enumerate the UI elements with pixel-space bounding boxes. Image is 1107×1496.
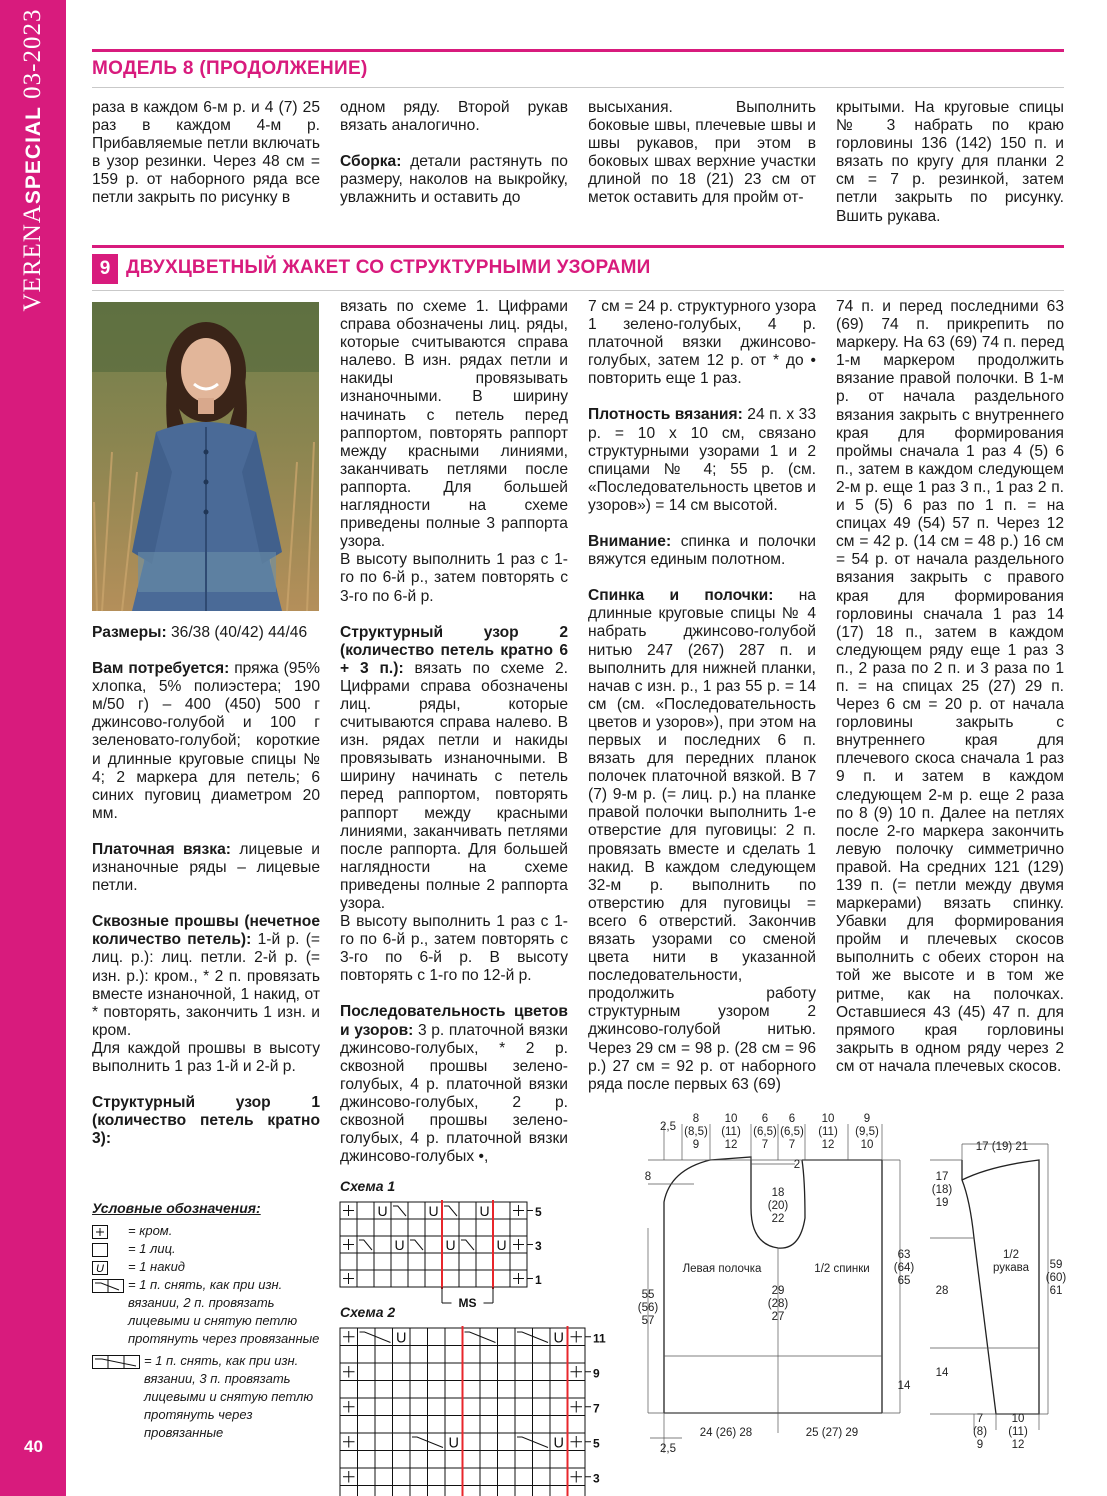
sleeve-cap-b: (18)	[931, 1184, 953, 1196]
pattern-1-height-text: В высоту выполнить 1 раз с 1-го по 6-й р., затем повторять с 3-го по 6-й р.	[340, 551, 568, 605]
back-fronts-text: на длинные круговые спицы № 4 набрать джинсово-голубой нитью 247 (267) 287 п. и выполнить для нижней планки, начав с изн. р., 1 раз 55 р. = 14 см (см. «Последовательность цветов и узоров»), при этом на первых и последних 6 п. вязать для передних планок полочек платочной вязкой. В 7 (7) 9-м р. (= лиц. р.) на планке правой полочки выполнить 1-е отверстие для пуговицы: 2 п. провязать вместе и сделать 1 накид. В каждом следующем 32-м р. выполнить по отверстию для пуговицы = всего 6 отверстий. Закончив вязать узорами со сменой цвета нити в указанной последовательности, продолжить работу структурным узором 2 джинсово-голубой нитью. Через 29 см = 98 р. (28 см = 96 р.) 27 см = 92 р. от наборного ряда после первых 63 (69)	[588, 587, 816, 1093]
schema-1-chart	[338, 1200, 570, 1310]
row-number: 7	[593, 1401, 600, 1416]
pattern-1-text: вязать по схеме 1. Цифрами справа обозначены лиц. ряды, которые считываются справа налево. В изн. рядах петли и накиды провязывать изнаночными. В ширину начинать с петель перед раппортом, повторять раппорт между красными линиями, заканчивать петлями после раппорта. Для большей наглядности на схеме приведены полные 3 раппорта узора.	[340, 298, 568, 551]
row-number: 5	[593, 1436, 600, 1451]
yarn-over-icon: U	[553, 1435, 564, 1452]
section-heading-model-9: ДВУХЦВЕТНЫЙ ЖАКЕТ СО СТРУКТУРНЫМИ УЗОРАМИ	[126, 257, 651, 278]
yarn-over-icon	[92, 1261, 108, 1275]
neck-depth-a: 18	[771, 1187, 785, 1199]
section1-col3	[588, 99, 816, 208]
garter-stitch-text: лицевые и изнаночные ряды – лицевые петли.	[92, 840, 320, 895]
section-heading-model-8: МОДЕЛЬ 8 (ПРОДОЛЖЕНИЕ)	[92, 58, 368, 79]
sleeve-name-b: рукава	[992, 1262, 1030, 1274]
label-9-5: (9,5)	[855, 1126, 879, 1138]
brand-special: SPECIAL	[22, 106, 45, 205]
label-10c: 10	[860, 1139, 874, 1151]
yarn-over-icon: U	[377, 1203, 388, 1219]
legend-text-edge: = кром.	[128, 1223, 173, 1238]
section2-col2	[340, 298, 568, 1166]
label-8: 8	[692, 1113, 700, 1125]
cuff-width-a: 10	[1011, 1413, 1025, 1425]
label-7b: 7	[788, 1139, 796, 1151]
label-12b: 12	[821, 1139, 835, 1151]
back-fronts-label: Спинка и полочки:	[588, 587, 774, 605]
legend	[92, 1200, 322, 1442]
section1-col1-text: раза в каждом 6-м р. и 4 (7) 25 раз в каждом 4-м р. Прибавляемые петли включать в узор резинки. Через 48 см = 159 р. от наборного ряда все петли закрыть по рисунку в	[92, 99, 320, 207]
cuff-left-c: 9	[976, 1439, 984, 1451]
sleeve-name-a: 1/2	[1003, 1249, 1019, 1261]
brand-main: VERENA	[19, 204, 46, 312]
label-7a: 7	[761, 1139, 769, 1151]
row-number: 1	[535, 1273, 542, 1287]
section1-col4	[836, 99, 1064, 226]
issue-number: 03-2023	[19, 8, 46, 99]
right-height-a: 63	[897, 1249, 911, 1261]
eyelet-row-text-2: Для каждой прошвы в высоту выполнить 1 раз 1-й и 2-й р.	[92, 1039, 320, 1075]
gauge-label: Плотность вязания:	[588, 406, 743, 424]
label-6-5a: (6,5)	[753, 1126, 777, 1138]
yarn-over-icon: U	[553, 1330, 564, 1347]
cuff-left-a: 7	[976, 1413, 984, 1425]
label-10b: 10	[821, 1113, 835, 1125]
materials-text: пряжа (95% хлопка, 5% полиэстера; 190 м/50 г) – 400 (450) 500 г джинсово-голубой и 100 г зеленовато-голубой; короткие и длинные круговые спицы № 4; 2 маркера для петель; 6 синих пуговиц диаметром 20 мм.	[92, 660, 320, 822]
section1-col1	[92, 99, 320, 208]
sleeve-len-a: 59	[1049, 1259, 1063, 1271]
armhole-b: (28)	[767, 1298, 789, 1310]
texture-pattern-2-text: вязать по схеме 2. Цифрами справа обозначены лиц. ряды, которые считываются справа налево. В изн. рядах петли и накиды провязывать изнаночными. В ширину начинать с петель перед раппортом, повторять раппорт между красными линиями, заканчивать петлями после раппорта. Для большей наглядности на схеме приведены полные 2 раппорта узора.	[340, 659, 568, 912]
edge-stitch-icon	[92, 1225, 108, 1239]
model-photo-image	[92, 302, 319, 611]
magazine-brand	[19, 9, 47, 312]
row-number: 3	[535, 1239, 542, 1253]
legend-item-sk2p	[92, 1276, 322, 1348]
assembly-label: Сборка:	[340, 153, 402, 171]
gauge-text: 24 п. х 33 р. = 10 х 10 см, связано структурными узорами 1 и 2 спицами № 4; 55 р. (см. «Последовательность цветов и узоров») = 14 см высотой.	[588, 406, 816, 514]
sleeve-cap-a: 17	[935, 1171, 949, 1183]
section1-col2	[340, 99, 568, 207]
bottom-left-label: 24 (26) 28	[699, 1427, 753, 1439]
legend-text-sk2p: = 1 п. снять, как при изн. вязании, 2 п. провязать лицевыми и снятую петлю протянуть через провязанные	[128, 1277, 320, 1346]
sleeve-outline	[962, 1160, 1039, 1414]
row-number: 3	[593, 1471, 600, 1486]
label-11: (11)	[721, 1126, 741, 1138]
divider-thin-2	[92, 290, 1064, 291]
attention-label: Внимание:	[588, 533, 672, 551]
sequence-text: 3 р. платочной вязки джинсово-голубых, * 2 р. сквозной прошвы зелено-голубых, 4 р. платочной вязки джинсово-голубых, 2 р. сквозной прошвы зелено-голубых, 4 р. платочной вязки джинсово-голубых •,	[340, 1021, 568, 1166]
sequence-label: Последовательность цветов и узоров:	[340, 1003, 568, 1039]
hem-label: 14	[897, 1380, 911, 1392]
row-number: 9	[593, 1366, 600, 1381]
yarn-over-icon: U	[396, 1330, 407, 1347]
legend-title: Условные обозначения:	[92, 1200, 261, 1216]
slip-knit3-pass-icon	[92, 1355, 140, 1369]
texture-pattern-2-label: Структурный узор 2 (количество петель кратно 6 + 3 п.):	[340, 623, 568, 677]
left-front-label: Левая полочка	[682, 1263, 762, 1275]
knit-stitch-icon	[92, 1243, 108, 1257]
sleeve-14: 14	[935, 1367, 949, 1379]
sleeve-28: 28	[935, 1285, 949, 1297]
garter-stitch-label: Платочная вязка:	[92, 840, 231, 858]
label-left-8: 8	[644, 1171, 652, 1183]
bottom-2-5: 2,5	[660, 1443, 676, 1455]
label-neck-2: 2	[793, 1159, 801, 1171]
legend-item-yo	[92, 1258, 322, 1276]
row-number: 5	[535, 1205, 542, 1219]
section2-col1	[92, 624, 320, 1148]
eyelet-row-label: Сквозные прошвы (нечетное количество петель):	[92, 913, 320, 949]
sleeve-cap-c: 19	[935, 1197, 949, 1209]
attention-text: спинка и полочки вяжутся единым полотном.	[588, 533, 816, 569]
sequence-continued-text: 7 см = 24 р. структурного узора 1 зелено-голубых, 4 р. платочной вязки джинсово-голубых, затем 12 р. от * до • повторить еще 1 раз.	[588, 298, 816, 388]
yarn-over-icon: U	[448, 1435, 459, 1452]
pattern-2-height-text: В высоту выполнить 1 раз с 1-го по 6-й р., затем повторять с 3-го по 6-й р. В высоту повторять с 1-го по 12-й р.	[340, 913, 568, 985]
label-9: 9	[692, 1139, 700, 1151]
section2-col3	[588, 298, 816, 1094]
left-height-a: 55	[641, 1289, 655, 1301]
label-12: 12	[724, 1139, 738, 1151]
schema-2-title: Схема 2	[340, 1304, 396, 1320]
yarn-over-icon: U	[496, 1237, 507, 1253]
label-6-5b: (6,5)	[780, 1126, 804, 1138]
sizes-text: 36/38 (40/42) 44/46	[166, 624, 308, 641]
left-height-c: 57	[641, 1315, 655, 1327]
neck-depth-c: 22	[771, 1213, 785, 1225]
left-height-b: (56)	[637, 1302, 659, 1314]
legend-item-edge	[92, 1222, 322, 1240]
divider-section-9	[92, 245, 1064, 248]
section1-col2-text: одном ряду. Второй рукав вязать аналогично.	[340, 99, 568, 135]
yarn-over-icon: U	[428, 1203, 439, 1219]
schema-1-title: Схема 1	[340, 1178, 396, 1194]
label-6b: 6	[788, 1113, 796, 1125]
cuff-width-b: (11)	[1008, 1426, 1028, 1438]
slip-knit2-pass-icon	[92, 1279, 124, 1293]
row-number: 11	[593, 1331, 606, 1346]
legend-item-knit	[92, 1240, 322, 1258]
sleeve-top-label: 17 (19) 21	[975, 1141, 1029, 1153]
yarn-over-glyph: U	[96, 1263, 104, 1275]
model-photo	[92, 302, 319, 611]
half-back-label: 1/2 спинки	[814, 1263, 870, 1275]
legend-text-sk3p: = 1 п. снять, как при изн. вязании, 3 п. провязать лицевыми и снятую петлю протянуть через провязанные	[144, 1353, 314, 1440]
yarn-over-icon: U	[445, 1237, 456, 1253]
label-10: 10	[724, 1113, 738, 1125]
page-number: 40	[24, 1437, 43, 1456]
legend-text-knit: = 1 лиц.	[128, 1241, 176, 1256]
legend-item-sk3p	[92, 1352, 322, 1442]
cuff-width-c: 12	[1011, 1439, 1025, 1451]
armhole-a: 29	[771, 1285, 785, 1297]
yarn-over-icon: U	[394, 1237, 405, 1253]
yarn-over-icon: U	[479, 1203, 490, 1219]
armhole-c: 27	[771, 1311, 785, 1323]
sleeve-labels	[932, 1141, 1067, 1451]
cuff-left-b: (8)	[972, 1426, 988, 1438]
label-8-5: (8,5)	[684, 1126, 708, 1138]
section2-col4-text: 74 п. и перед последними 63 (69) 74 п. прикрепить по маркеру. На 63 (69) 74 п. перед 1-м маркером продолжить вязание правой полочки. В 1-м р. от начала раздельного вязания закрыть с внутреннего края для формирования проймы сначала 1 раз 4 (5) 6 п., затем в каждом следующем 2-м р. еще 1 раз 3 п., 1 раз 2 п. и 5 (5) 6 раз по 1 п. = на спицах 49 (54) 57 п. Через 12 см = 42 р. (14 см = 48 р.) 16 см = 54 р. от начала раздельного вязания закрыть с правого края для формирования горловины сначала 1 раз 14 (17) 18 п., затем в каждом следующем ряду еще 1 раз 3 п., 2 раза по 2 п. и 3 раза по 1 п. = на спицах 25 (27) 29 п. Через 6 см = 20 р. от начала горловины закрыть с внутреннего края для плечевого скоса сначала 1 раз 9 п. и затем в каждом следующем 2-м р. еще 2 раза по 8 (9) 10 п. Далее на петлях после 2-го маркера закончить левую полочку симметрично правой. На средних 121 (129) 139 п. (= петли между двумя маркерами) вязать спинку. Убавки для формирования пройм и плечевых скосов выполнить с обеих сторон на той же высоте и в том же ритме, как на полочках. Оставшиеся 43 (45) 47 п. для прямого края горловины закрыть в одном ряду через 2 см от начала плечевых скосов.	[836, 298, 1064, 1075]
label-9b: 9	[863, 1113, 871, 1125]
sizes-label: Размеры:	[92, 624, 167, 641]
assembly-text: детали растянуть по размеру, наколов на выкройку, увлажнить и оставить до	[340, 153, 568, 207]
divider-top	[92, 49, 1064, 52]
right-height-c: 65	[897, 1275, 911, 1287]
pattern-diagram	[630, 1108, 1090, 1458]
legend-text-yo: = 1 накид	[128, 1259, 185, 1274]
label-6a: 6	[761, 1113, 769, 1125]
schema-2-chart	[338, 1326, 628, 1486]
materials-label: Вам потребуется:	[92, 660, 230, 678]
section1-col4-text: крытыми. На круговые спицы № 3 набрать по краю горловины 136 (142) 150 п. и вязать по кругу для планки 2 см = 7 р. резинкой, затем петли закрыть по рисунку. Вшить рукава.	[836, 99, 1064, 225]
label-11b: (11)	[818, 1126, 838, 1138]
rapport-label: MS	[458, 1296, 477, 1310]
sleeve-len-b: (60)	[1045, 1272, 1067, 1284]
texture-pattern-1-label: Структурный узор 1 (количество петель кратно 3):	[92, 1094, 320, 1148]
label-2-5: 2,5	[660, 1121, 676, 1133]
bottom-right-label: 25 (27) 29	[805, 1427, 859, 1439]
section1-col3-text: высыхания. Выполнить боковые швы, плечевые швы и швы рукавов, при этом в боковых швах верхние участки длиной по 18 (21) 23 см от меток оставить для пройм от-	[588, 99, 816, 207]
sleeve-len-c: 61	[1049, 1285, 1063, 1297]
divider-thin	[92, 87, 1064, 88]
eyelet-row-text: 1-й р. (= лиц. р.): лиц. петли. 2-й р. (= изн. р.): кром., * 2 п. провязать вместе изнаночной, 1 накид, от * повторять, закончить 1 изн. и кром.	[92, 931, 320, 1039]
side-brand-area	[0, 0, 66, 1496]
section2-col4	[836, 298, 1064, 1076]
model-number-badge: 9	[92, 254, 118, 284]
right-height-b: (64)	[893, 1262, 915, 1274]
neck-depth-b: (20)	[767, 1200, 789, 1212]
